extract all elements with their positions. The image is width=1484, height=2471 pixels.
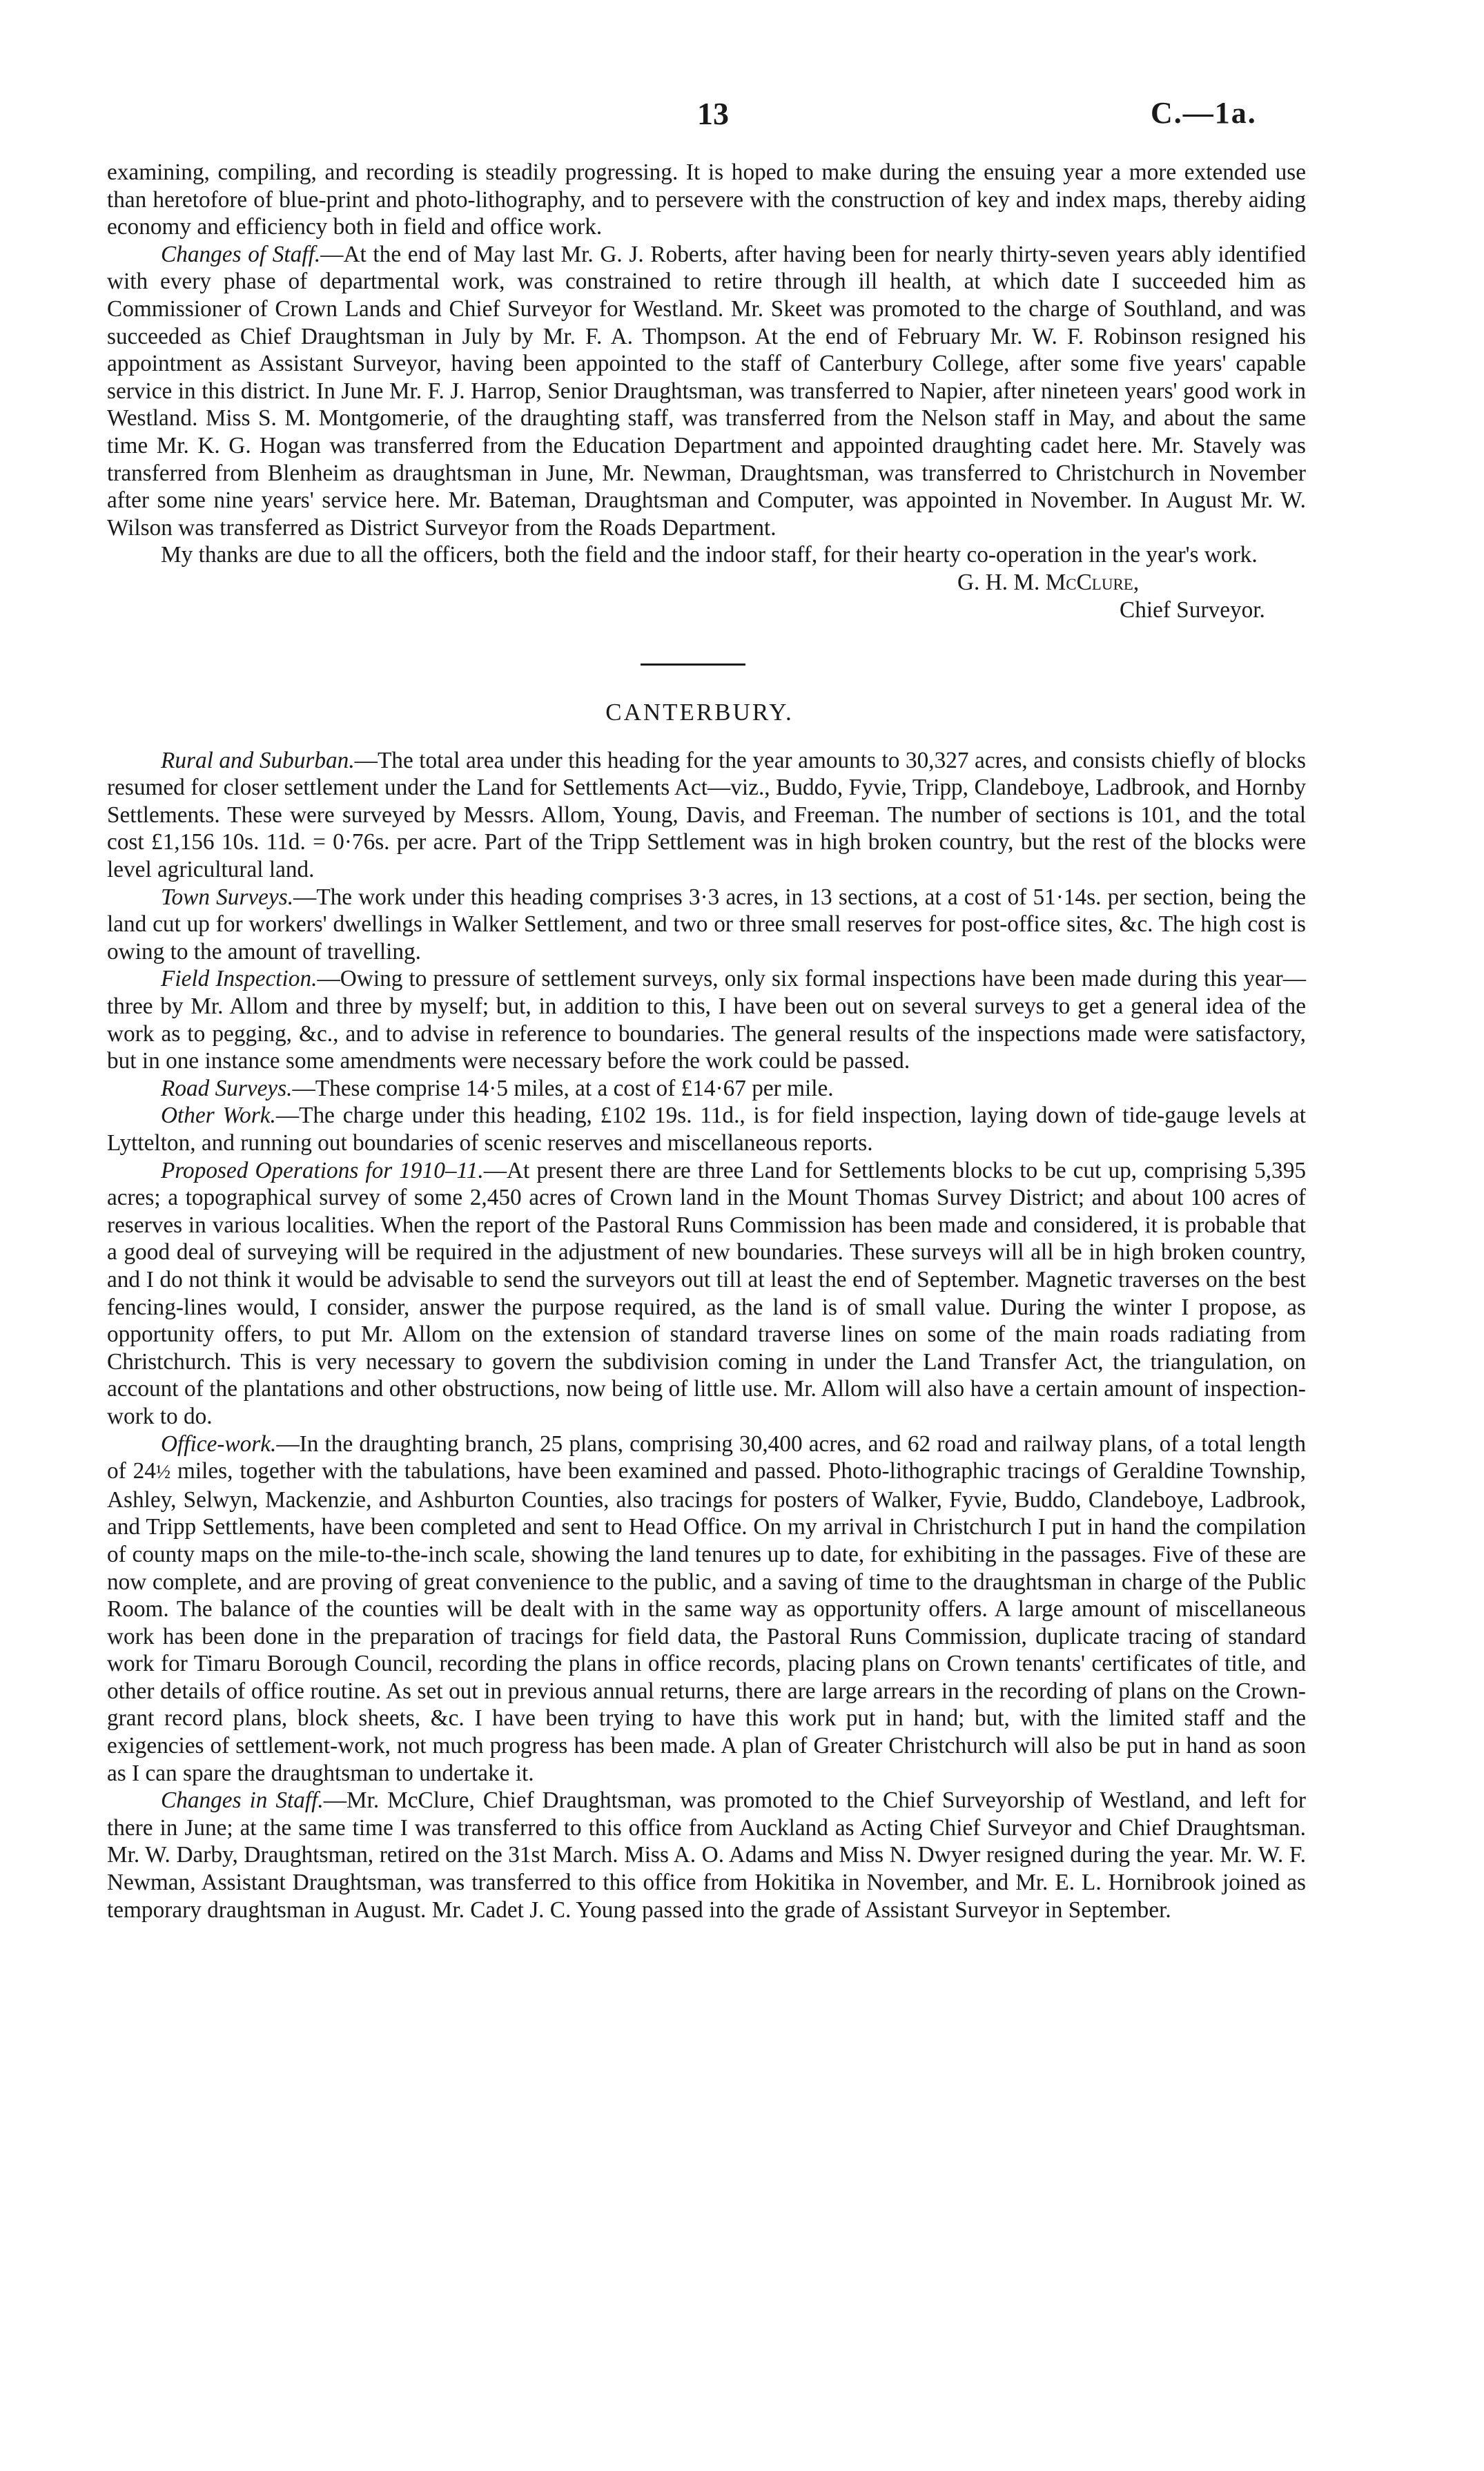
proposed-heading: Proposed Operations for 1910–11. (161, 1157, 484, 1183)
signature-name: G. H. M. McClure, (957, 569, 1140, 595)
field-inspection-heading: Field Inspection. (161, 966, 318, 992)
changes-in-staff-text: —Mr. McClure, Chief Draughtsman, was promoted to the Chief Surveyorship of Westland, and left for there in June; at the same time I was transferred to this office from Auckland as Acting Chief Surveyor and Chief Draughtsman. Mr. W. Darby, Draughtsman, retired on the 31st March. Miss A. O. Adams and Miss N. Dwyer resigned during the year. Mr. W. F. Newman, Assistant Draughtsman, was transferred to this office from Hokitika in November, and Mr. E. L. Hornibrook joined as temporary draughtsman in August. Mr. Cadet J. C. Young passed into the grade of Assistant Surveyor in September. (107, 1787, 1306, 1923)
rural-text: —The total area under this heading for the year amounts to 30,327 acres, and consists chiefly of blocks resumed for closer settlement under the Land for Settlements Act—viz., Buddo, Fyvie, Tripp, Clandeboye, Ladbrook, and Hornby Settlements. These were surveyed by Messrs. Allom, Young, Davis, and Freeman. The number of sections is 101, and the total cost £1,156 10s. 11d. = 0·76s. per acre. Part of the Tripp Settlement was in high broken country, but the rest of the blocks were level agricultural land. (107, 747, 1306, 883)
page-body (107, 159, 1306, 1923)
other-work-paragraph (107, 1102, 1306, 1156)
section-title-canterbury: CANTERBURY. (605, 699, 794, 726)
section-divider (641, 663, 745, 666)
changes-in-staff-heading: Changes in Staff. (161, 1787, 324, 1814)
rural-heading: Rural and Suburban. (161, 747, 355, 773)
proposed-text: —At present there are three Land for Settlements blocks to be cut up, comprising 5,395 acres; a topographical survey of some 2,450 acres of Crown land in the Mount Thomas Survey District; and about 100 acres of reserves in various localities. When the report of the Pastoral Runs Commission has been made and considered, it is probable that a good deal of surveying will be required in the adjustment of new boundaries. These surveys will all be in high broken country, and I do not think it would be advisable to send the surveyors out till at least the end of September. Magnetic traverses on the best fencing-lines would, I consider, answer the purpose required, as the land is of small value. During the winter I propose, as opportunity offers, to put Mr. Allom on the extension of standard traverse lines on some of the main roads radiating from Christchurch. This is very necessary to govern the subdivision coming in under the Land Transfer Act, the triangulation, on account of the plantations and other obstructions, now being of little use. Mr. Allom will also have a certain amount of inspection-work to do. (107, 1157, 1307, 1429)
other-work-heading: Other Work. (161, 1103, 276, 1129)
changes-in-staff-paragraph (107, 1787, 1306, 1923)
office-work-fraction: ½ (155, 1462, 171, 1484)
office-work-text-b: miles, together with the tabulations, have been examined and passed. Photo-lithographic tracings of Geraldine Township, Ashley, Selwyn, Mackenzie, and Ashburton Counties, also tracings for posters of Walker, Fyvie, Buddo, Clandeboye, Ladbrook, and Tripp Settlements, have been completed and sent to Head Office. On my arrival in Christchurch I put in hand the compilation of county maps on the mile-to-the-inch scale, showing the land tenures up to date, for exhibiting in the passages. Five of these are now complete, and are proving of great convenience to the public, and a saving of time to the draughtsman in charge of the Public Room. The balance of the counties will be dealt with in the same way as opportunity offers. A large amount of miscellaneous work has been done in the preparation of tracings for field data, the Pastoral Runs Commission, duplicate tracing of standard work for Timaru Borough Council, recording the plans in office records, placing plans on Crown tenants' certificates of title, and other details of office routine. As set out in previous annual returns, there are large arrears in the recording of plans on the Crown-grant record plans, block sheets, &c. I have been trying to have this work put in hand; but, with the limited staff and the exigencies of settlement-work, not much progress has been made. A plan of Greater Christchurch will also be put in hand as soon as I can spare the draughtsman to undertake it. (107, 1458, 1306, 1786)
office-work-heading: Office-work. (161, 1431, 277, 1457)
page-header (0, 95, 1484, 137)
signature-title: Chief Surveyor. (1120, 597, 1265, 623)
town-heading: Town Surveys. (161, 884, 294, 910)
continued-paragraph: examining, compiling, and recording is steadily progressing. It is hoped to make during the ensuing year a more extended use than heretofore of blue-print and photo-lithography, and to persevere with the construction of key and index maps, thereby aiding economy and efficiency both in field and office work. (107, 159, 1306, 240)
field-inspection-text: —Owing to pressure of settlement surveys, only six formal inspections have been made during this year—three by Mr. Allom and three by myself; but, in addition to this, I have been out on several surveys to get a general idea of the work as to pegging, &c., and to advise in reference to boundaries. The general results of the inspections made were satisfactory, but in one instance some amendments were necessary before the work could be passed. (107, 966, 1306, 1074)
other-work-text: —The charge under this heading, £102 19s. 11d., is for field inspection, laying down of tide-gauge levels at Lyttelton, and running out boundaries of scenic reserves and miscellaneous reports. (107, 1103, 1306, 1156)
office-work-paragraph (107, 1431, 1306, 1787)
field-inspection-paragraph (107, 965, 1306, 1074)
town-text: —The work under this heading comprises 3·3 acres, in 13 sections, at a cost of 51·14s. per section, being the land cut up for workers' dwellings in Walker Settlement, and two or three small reserves for post-office sites, &c. The high cost is owing to the amount of travelling. (107, 884, 1306, 965)
changes-of-staff-heading: Changes of Staff. (161, 241, 321, 267)
town-paragraph (107, 884, 1306, 966)
office-work-text-a: —In the draughting branch, 25 plans, comprising 30,400 acres, and 62 road and railway plans, of a total length of 24 (107, 1431, 1306, 1484)
rural-paragraph (107, 747, 1306, 884)
page-number: 13 (697, 96, 729, 131)
document-reference: C.—1a. (1151, 96, 1257, 130)
changes-of-staff-text: —At the end of May last Mr. G. J. Roberts, after having been for nearly thirty-seven years ably identified with every phase of departmental work, was constrained to retire through ill health, at which date I succeeded him as Commissioner of Crown Lands and Chief Surveyor for Westland. Mr. Skeet was promoted to the charge of Southland, and was succeeded as Chief Draughtsman in July by Mr. F. A. Thompson. At the end of February Mr. W. F. Robinson resigned his appointment as Assistant Surveyor, having been appointed to the staff of Canterbury College, after some five years' capable service in this district. In June Mr. F. J. Harrop, Senior Draughtsman, was transferred to Napier, after nineteen years' good work in Westland. Miss S. M. Montgomerie, of the draughting staff, was transferred from the Nelson staff in May, and about the same time Mr. K. G. Hogan was transferred from the Education Department and appointed draughting cadet here. Mr. Stavely was transferred from Blenheim as draughtsman in June, Mr. Newman, Draughtsman, was transferred to Christchurch in November after some nine years' service here. Mr. Bateman, Draughtsman and Computer, was appointed in November. In August Mr. W. Wilson was transferred as District Surveyor from the Roads Department. (107, 241, 1306, 541)
changes-of-staff-paragraph (107, 241, 1306, 542)
road-paragraph (107, 1075, 1306, 1103)
thanks-paragraph: My thanks are due to all the officers, both the field and the indoor staff, for their hearty co-operation in the year's work. (161, 542, 1258, 568)
road-text: —These comprise 14·5 miles, at a cost of £14·67 per mile. (292, 1075, 834, 1101)
road-heading: Road Surveys. (161, 1075, 293, 1101)
proposed-paragraph (107, 1157, 1306, 1431)
